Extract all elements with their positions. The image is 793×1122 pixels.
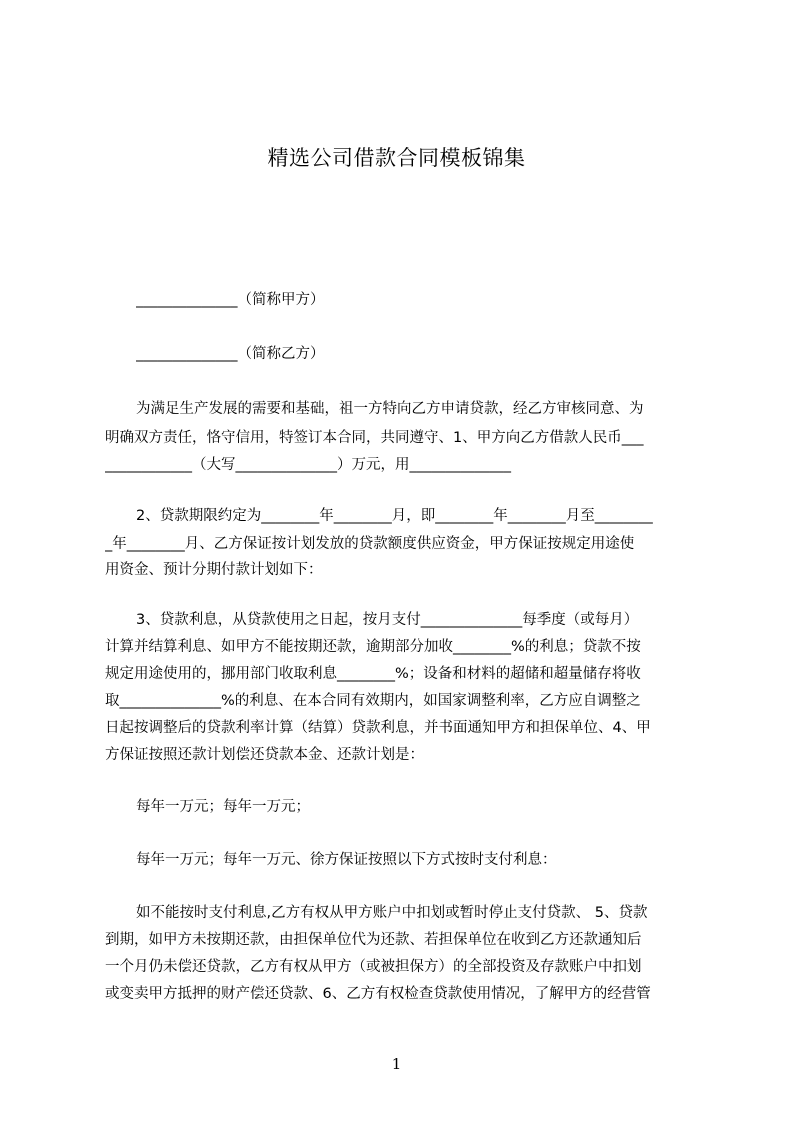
intro-line-1: 为满足生产发展的需要和基础，祖一方特向乙方申请贷款，经乙方审核同意、为 [136,401,644,417]
interest-line-3: 规定用途使用的，挪用部门收取利息________%；设备和材料的超储和超量储存将收 [105,666,641,682]
interest-line-6: 方保证按照还款计划偿还贷款本金、还款计划是： [105,747,424,763]
interest-line-5: 日起按调整后的贷款利率计算（结算）贷款利息，并书面通知甲方和担保单位、4、甲 [105,720,651,736]
party-a-line: ______________（简称甲方） [136,292,325,308]
document-title: 精选公司借款合同模板锦集 [267,146,526,170]
interest-line-1: 3、贷款利息，从贷款使用之日起，按月支付______________每季度（或每月） [136,612,639,628]
page-number: 1 [391,1055,402,1073]
default-line-4: 或变卖甲方抵押的财产偿还贷款、6、乙方有权检查贷款使用情况，了解甲方的经营管 [105,986,651,1002]
default-line-2: 到期，如甲方未按期还款，由担保单位代为还款、若担保单位在收到乙方还款通知后 [105,932,642,948]
interest-line-4: 取______________%的利息、在本合同有效期内，如国家调整利率，乙方应自调整之 [105,693,641,709]
repayment-line-2: 每年一万元；每年一万元、徐方保证按照以下方式按时支付利息： [136,852,557,868]
term-line-3: 用资金、预计分期付款计划如下： [105,562,323,578]
default-line-1: 如不能按时支付利息,乙方有权从甲方账户中扣划或暂时停止支付贷款、 5、贷款 [136,905,648,921]
repayment-line-1: 每年一万元；每年一万元； [136,799,310,815]
term-line-2: _年________月、乙方保证按计划发放的贷款额度供应资金，甲方保证按规定用途使 [105,536,635,552]
default-line-3: 一个月仍未偿还贷款，乙方有权从甲方（或被担保方）的全部投资及存款账户中扣划 [105,959,642,975]
intro-line-3: ____________（大写______________）万元，用______________ [105,457,511,473]
party-b-line: ______________（简称乙方） [136,346,325,362]
intro-line-2: 明确双方责任，恪守信用，特签订本合同，共同遵守、1、甲方向乙方借款人民币___ [105,430,644,446]
interest-line-2: 计算并结算利息、如甲方不能按期还款，逾期部分加收________%的利息；贷款不按 [105,639,641,655]
term-line-1: 2、贷款期限约定为________年________月，即________年________月至________ [136,508,653,524]
